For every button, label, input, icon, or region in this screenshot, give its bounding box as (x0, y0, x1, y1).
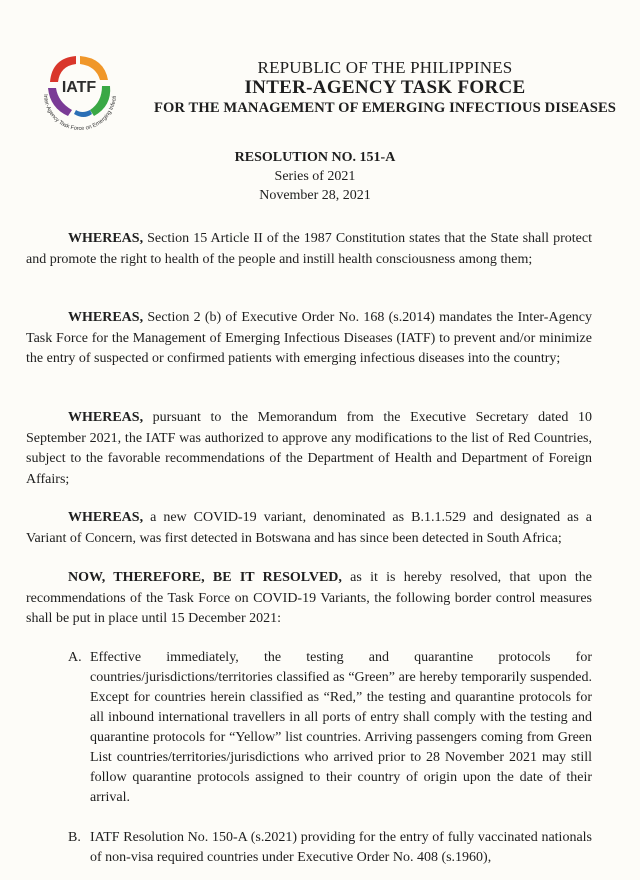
agency-name: INTER-AGENCY TASK FORCE (244, 77, 526, 98)
letterhead (150, 58, 620, 118)
paragraph-text: a new COVID-19 variant, denominated as B.1.1.529 and designated as a Variant of Concern, was first detected in Botswana and has since been detected in South Africa; (26, 510, 592, 546)
resolved-paragraph (26, 568, 592, 630)
paragraph-lead: WHEREAS, (68, 410, 144, 425)
whereas-paragraph-2 (26, 308, 592, 370)
paragraph-text: as it is hereby resolved, that upon the recommendations of the Task Force on COVID-19 Variants, the following border control measures shall be put in place until 15 December 2021: (26, 570, 592, 626)
resolution-title-block (150, 148, 480, 205)
whereas-paragraph-3 (26, 408, 592, 490)
logo-arc-text: Inter-Agency Task Force on Emerging Infecti (41, 94, 118, 133)
resolution-number: RESOLUTION NO. 151-A (234, 150, 396, 165)
paragraph-text: pursuant to the Memorandum from the Executive Secretary dated 10 September 2021, the IATF was authorized to approve any modifications to the list of Red Countries, subject to the favorable recommendations of the Department of Health and Department of Foreign Affairs; (26, 410, 592, 487)
paragraph-text: Section 15 Article II of the 1987 Constitution states that the State shall protect and promote the right to health of the people and instill health consciousness among them; (26, 231, 592, 267)
list-item-a (68, 648, 592, 808)
paragraph-lead: WHEREAS, (68, 510, 144, 525)
paragraph-lead: NOW, THEREFORE, BE IT RESOLVED, (68, 570, 342, 585)
whereas-paragraph-4 (26, 508, 592, 549)
logo-text: IATF (61, 79, 97, 96)
list-item-text: IATF Resolution No. 150-A (s.2021) providing for the entry of fully vaccinated nationals of non-visa required countries under Executive Order No. 408 (s.1960), (90, 830, 592, 865)
iatf-logo (28, 44, 130, 146)
iatf-logo-icon (28, 44, 130, 146)
agency-subtitle: FOR THE MANAGEMENT OF EMERGING INFECTIOUS DISEASES (153, 100, 617, 116)
country-name: REPUBLIC OF THE PHILIPPINES (257, 58, 513, 77)
list-item-b (68, 828, 592, 868)
whereas-paragraph-1 (26, 229, 592, 270)
list-item-letter: B. (68, 830, 81, 845)
paragraph-lead: WHEREAS, (68, 231, 144, 246)
resolution-series: Series of 2021 (274, 169, 356, 184)
list-item-text: Effective immediately, the testing and quarantine protocols for countries/jurisdictions/territories classified as “Green” are hereby temporarily suspended. Except for countries herein classified as “Red,” the testing and quarantine protocols for all inbound international travellers in all ports of entry shall comply with the testing and quarantine protocols for “Yellow” list countries. Arriving passengers coming from Green List countries/territories/jurisdictions who arrived prior to 28 November 2021 may still follow quarantine protocols assigned to their country of origin upon the date of their arrival. (90, 650, 592, 805)
resolution-date: November 28, 2021 (259, 188, 371, 203)
list-item-letter: A. (68, 650, 82, 665)
paragraph-lead: WHEREAS, (68, 310, 144, 325)
paragraph-text: Section 2 (b) of Executive Order No. 168 (s.2014) mandates the Inter-Agency Task Force for the Management of Emerging Infectious Diseases (IATF) to prevent and/or minimize the entry of suspected or confirmed patients with emerging infectious diseases into the country; (26, 310, 592, 366)
